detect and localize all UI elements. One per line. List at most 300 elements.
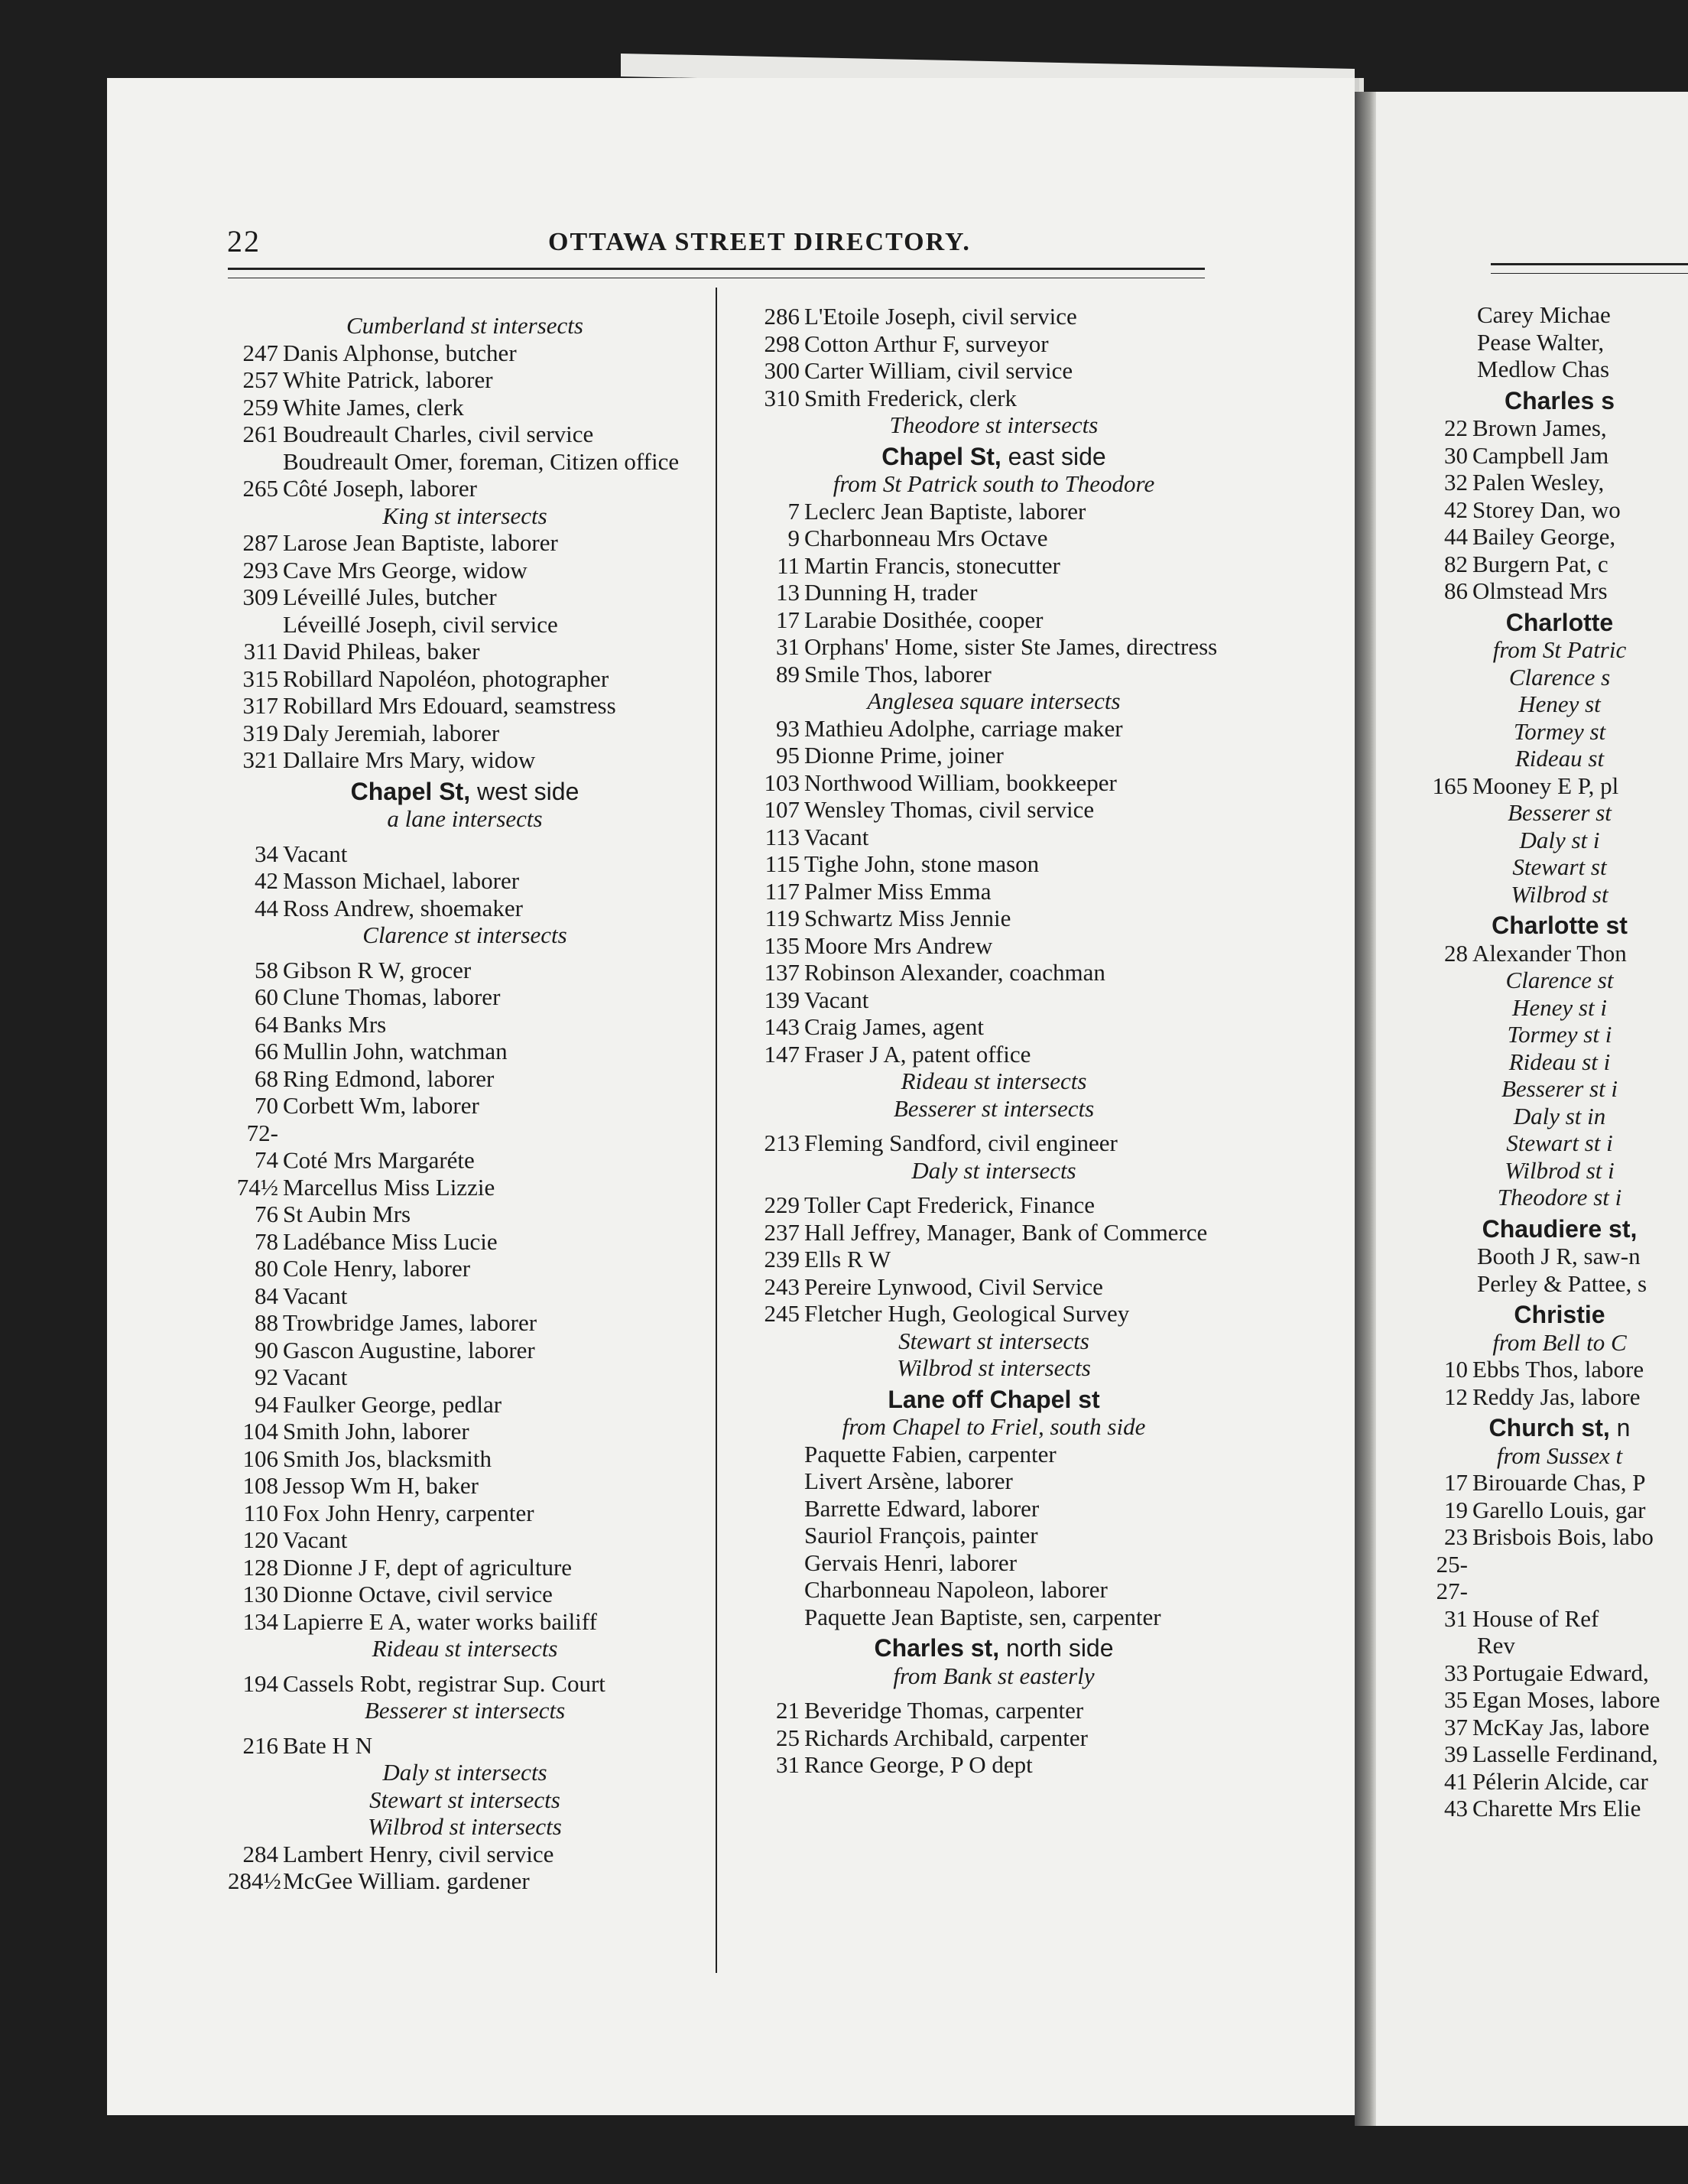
intersection-note: King st intersects bbox=[382, 502, 547, 529]
house-number: 216 bbox=[242, 1731, 278, 1759]
resident-text: Pélerin Alcide, car bbox=[1472, 1767, 1648, 1795]
house-number: 165 bbox=[1432, 772, 1468, 799]
page-title: OTTAWA STREET DIRECTORY. bbox=[548, 228, 971, 256]
header-rule-right bbox=[1491, 263, 1688, 274]
resident-text: Wensley Thomas, civil service bbox=[804, 796, 1095, 823]
resident-text: Gascon Augustine, laborer bbox=[283, 1336, 535, 1363]
resident-text: Léveillé Jules, butcher bbox=[283, 583, 497, 610]
directory-entry bbox=[749, 661, 1238, 688]
house-number: 93 bbox=[776, 714, 800, 742]
column-middle bbox=[749, 303, 1238, 1779]
house-number: 39 bbox=[1444, 1740, 1468, 1767]
spacer bbox=[749, 1184, 1238, 1191]
directory-entry bbox=[749, 357, 1238, 385]
directory-entry bbox=[228, 1337, 702, 1364]
directory-entry bbox=[749, 606, 1238, 634]
directory-entry bbox=[228, 1391, 702, 1419]
house-number: 34 bbox=[255, 840, 278, 867]
directory-entry bbox=[228, 475, 702, 502]
resident-text: Reddy Jas, labore bbox=[1472, 1383, 1641, 1410]
resident-text: Mullin John, watchman bbox=[283, 1038, 508, 1064]
directory-entry bbox=[228, 421, 702, 448]
directory-entry-unnumbered: Pease Walter, bbox=[1477, 328, 1605, 356]
resident-text: Dionne Prime, joiner bbox=[804, 742, 1004, 769]
resident-text: Cole Henry, laborer bbox=[283, 1255, 471, 1282]
house-number: 31 bbox=[776, 1751, 800, 1778]
directory-entry bbox=[749, 1751, 1238, 1779]
house-number: 287 bbox=[242, 529, 278, 556]
directory-entry bbox=[1422, 496, 1688, 524]
intersection-note: Besserer st i bbox=[1501, 1075, 1618, 1102]
resident-text: David Phileas, baker bbox=[283, 638, 480, 665]
house-number: 104 bbox=[242, 1418, 278, 1445]
house-number: 12 bbox=[1444, 1383, 1468, 1410]
directory-entry bbox=[749, 525, 1238, 552]
column-left bbox=[228, 312, 702, 1895]
intersection-note: Tormey st i bbox=[1507, 1021, 1612, 1048]
resident-text: Lasselle Ferdinand, bbox=[1472, 1740, 1658, 1767]
house-number: 310 bbox=[764, 384, 800, 411]
house-number: 321 bbox=[242, 746, 278, 773]
directory-entry-unnumbered: Livert Arsène, laborer bbox=[804, 1467, 1013, 1494]
intersection-note: Tormey st bbox=[1513, 717, 1606, 745]
intersection-note: Stewart st intersects bbox=[898, 1327, 1089, 1354]
spacer bbox=[749, 1689, 1238, 1697]
directory-entry-unnumbered: Charbonneau Napoleon, laborer bbox=[804, 1576, 1108, 1603]
street-range-note: from Chapel to Friel, south side bbox=[842, 1413, 1146, 1440]
house-number: 147 bbox=[764, 1040, 800, 1068]
resident-text: Danis Alphonse, butcher bbox=[283, 339, 517, 366]
resident-text: Banks Mrs bbox=[283, 1010, 387, 1038]
street-heading bbox=[1422, 388, 1688, 415]
house-number: 95 bbox=[776, 742, 800, 769]
directory-entry bbox=[228, 1418, 702, 1445]
resident-text: Faulker George, pedlar bbox=[283, 1390, 502, 1418]
house-number: 213 bbox=[764, 1129, 800, 1156]
spacer bbox=[228, 833, 702, 840]
directory-entry bbox=[749, 1300, 1238, 1328]
house-number: 58 bbox=[255, 956, 278, 983]
house-number: 41 bbox=[1444, 1767, 1468, 1795]
directory-entry bbox=[1422, 940, 1688, 967]
directory-entry bbox=[228, 1732, 702, 1760]
house-number: 9 bbox=[787, 525, 800, 551]
resident-text: Corbett Wm, laborer bbox=[283, 1092, 479, 1119]
resident-text: Vacant bbox=[283, 1282, 348, 1309]
house-number: 293 bbox=[242, 556, 278, 583]
resident-text: Brisbois Bois, labo bbox=[1472, 1523, 1654, 1550]
resident-text: Portugaie Edward, bbox=[1472, 1659, 1649, 1686]
resident-text: Storey Dan, wo bbox=[1472, 496, 1621, 523]
directory-entry bbox=[1422, 1356, 1688, 1383]
house-number: 88 bbox=[255, 1309, 278, 1336]
intersection-note: Stewart st bbox=[1512, 853, 1607, 880]
house-number: 74½ bbox=[236, 1173, 278, 1201]
directory-entry bbox=[228, 1201, 702, 1228]
house-number: 72-74 bbox=[246, 1119, 278, 1173]
resident-text: Robinson Alexander, coachman bbox=[804, 959, 1105, 986]
directory-entry-unnumbered: Paquette Jean Baptiste, sen, carpenter bbox=[804, 1603, 1161, 1630]
house-number: 78 bbox=[255, 1227, 278, 1255]
house-number: 21 bbox=[776, 1697, 800, 1724]
resident-text: Fox John Henry, carpenter bbox=[283, 1499, 534, 1526]
resident-text: Boudreault Charles, civil service bbox=[283, 421, 594, 447]
house-number: 119 bbox=[764, 905, 800, 931]
resident-text: Schwartz Miss Jennie bbox=[804, 905, 1011, 931]
directory-entry bbox=[1422, 1686, 1688, 1714]
street-side: east side bbox=[1001, 442, 1106, 470]
street-side: n bbox=[1609, 1414, 1631, 1441]
house-number: 86 bbox=[1444, 577, 1468, 604]
house-number: 22 bbox=[1444, 414, 1468, 441]
intersection-note: Daly st i bbox=[1519, 826, 1600, 853]
house-number: 94 bbox=[255, 1390, 278, 1418]
intersection-note: Clarence st bbox=[1505, 967, 1614, 993]
directory-entry bbox=[228, 1608, 702, 1636]
resident-text: Bailey George, bbox=[1472, 523, 1616, 550]
resident-text: Burgern Pat, c bbox=[1472, 550, 1608, 577]
resident-text: Clune Thomas, laborer bbox=[283, 983, 501, 1010]
resident-text: Robillard Napoléon, photographer bbox=[283, 665, 609, 692]
directory-entry bbox=[228, 1841, 702, 1868]
directory-entry-unnumbered: Sauriol François, painter bbox=[804, 1522, 1038, 1549]
directory-entry bbox=[749, 986, 1238, 1014]
house-number: 28 bbox=[1444, 939, 1468, 967]
directory-entry bbox=[228, 1445, 702, 1473]
street-range-note: from Bell to C bbox=[1492, 1328, 1627, 1356]
directory-entry bbox=[749, 769, 1238, 797]
house-number: 245 bbox=[764, 1300, 800, 1327]
house-number: 11 bbox=[777, 551, 800, 579]
house-number: 319 bbox=[242, 719, 278, 746]
intersection-note: Rideau st bbox=[1514, 745, 1605, 772]
directory-entry bbox=[749, 796, 1238, 824]
directory-entry bbox=[228, 665, 702, 693]
resident-text: Smith Frederick, clerk bbox=[804, 384, 1018, 411]
resident-text: Beveridge Thomas, carpenter bbox=[804, 1697, 1084, 1724]
street-name: Charles st, bbox=[874, 1634, 1000, 1662]
directory-entry bbox=[228, 1174, 702, 1201]
house-number: 247 bbox=[242, 339, 278, 366]
house-number: 13 bbox=[776, 579, 800, 606]
directory-entry bbox=[749, 1246, 1238, 1273]
resident-text: Richards Archibald, carpenter bbox=[804, 1724, 1088, 1751]
resident-text: Palmer Miss Emma bbox=[804, 877, 992, 905]
directory-entry-unnumbered: Booth J R, saw-n bbox=[1477, 1243, 1641, 1269]
directory-entry bbox=[1422, 551, 1688, 578]
directory-entry bbox=[1422, 1768, 1688, 1796]
directory-entry bbox=[228, 1255, 702, 1282]
directory-entry bbox=[749, 385, 1238, 412]
resident-text: House of Ref bbox=[1472, 1604, 1599, 1632]
directory-entry bbox=[1422, 1551, 1688, 1633]
house-number: 37 bbox=[1444, 1713, 1468, 1740]
house-number: 110 bbox=[243, 1499, 278, 1526]
directory-entry bbox=[228, 1120, 702, 1174]
house-number: 137 bbox=[764, 959, 800, 986]
house-number: 300 bbox=[764, 357, 800, 384]
directory-entry bbox=[228, 638, 702, 665]
directory-entry bbox=[1422, 772, 1688, 800]
house-number: 70 bbox=[255, 1092, 278, 1119]
resident-text: Vacant bbox=[804, 986, 869, 1013]
resident-text: Marcellus Miss Lizzie bbox=[283, 1173, 495, 1201]
directory-entry bbox=[228, 583, 702, 611]
directory-entry bbox=[228, 957, 702, 984]
resident-text: Orphans' Home, sister Ste James, directress bbox=[804, 633, 1218, 660]
directory-entry bbox=[228, 1472, 702, 1500]
house-number: 265 bbox=[242, 475, 278, 502]
directory-entry bbox=[1422, 1740, 1688, 1768]
house-number: 44 bbox=[1444, 523, 1468, 550]
house-number: 66 bbox=[255, 1038, 278, 1064]
resident-text: Lapierre E A, water works bailiff bbox=[283, 1607, 597, 1635]
directory-entry-unnumbered: Barrette Edward, laborer bbox=[804, 1494, 1040, 1522]
resident-text: Trowbridge James, laborer bbox=[283, 1309, 537, 1336]
directory-entry bbox=[749, 498, 1238, 525]
street-name: Chapel St, bbox=[350, 777, 471, 805]
intersection-note: Daly st intersects bbox=[382, 1759, 547, 1786]
directory-entry bbox=[228, 1065, 702, 1093]
house-number: 68 bbox=[255, 1064, 278, 1092]
intersection-note: Rideau st i bbox=[1508, 1048, 1611, 1075]
resident-text: Bate H N bbox=[283, 1731, 373, 1759]
house-number: 135 bbox=[764, 931, 800, 959]
house-number: 7 bbox=[787, 497, 800, 525]
house-number: 17 bbox=[776, 606, 800, 633]
resident-text: Ebbs Thos, labore bbox=[1472, 1356, 1644, 1383]
directory-entry bbox=[1422, 1469, 1688, 1497]
intersection-note: Cumberland st intersects bbox=[346, 312, 583, 339]
house-number: 194 bbox=[242, 1669, 278, 1697]
intersection-note: Besserer st intersects bbox=[893, 1094, 1095, 1122]
resident-text: Fraser J A, patent office bbox=[804, 1040, 1031, 1068]
column-divider bbox=[716, 288, 717, 1973]
resident-text: Gibson R W, grocer bbox=[283, 956, 472, 983]
street-range-note: a lane intersects bbox=[387, 805, 543, 832]
intersection-note: Wilbrod st bbox=[1511, 880, 1608, 908]
directory-entry bbox=[228, 1038, 702, 1065]
house-number: 317 bbox=[242, 692, 278, 719]
directory-entry bbox=[228, 1554, 702, 1581]
house-number: 284½ bbox=[228, 1867, 281, 1894]
directory-entry bbox=[1422, 1497, 1688, 1524]
directory-entry bbox=[749, 824, 1238, 851]
page-number: 22 bbox=[227, 224, 261, 258]
intersection-note: Heney st i bbox=[1512, 993, 1607, 1021]
resident-text: Campbell Jam bbox=[1472, 441, 1609, 469]
intersection-note: Wilbrod st intersects bbox=[897, 1354, 1091, 1381]
directory-entry bbox=[228, 340, 702, 367]
resident-text: Vacant bbox=[283, 1363, 348, 1390]
street-name: Charlotte st bbox=[1492, 912, 1628, 939]
directory-entry-unnumbered: Medlow Chas bbox=[1477, 356, 1610, 382]
resident-text: Toller Capt Frederick, Finance bbox=[804, 1191, 1096, 1218]
resident-text: Carter William, civil service bbox=[804, 357, 1073, 384]
directory-entry bbox=[749, 715, 1238, 743]
house-number: 106 bbox=[242, 1445, 278, 1472]
house-number: 311 bbox=[243, 638, 278, 665]
resident-text: Cassels Robt, registrar Sup. Court bbox=[283, 1669, 605, 1697]
resident-text: Côté Joseph, laborer bbox=[283, 475, 477, 502]
directory-entry bbox=[749, 959, 1238, 986]
house-number: 284 bbox=[242, 1840, 278, 1867]
directory-entry bbox=[228, 1581, 702, 1608]
resident-text: Rance George, P O dept bbox=[804, 1751, 1033, 1778]
directory-entry bbox=[749, 905, 1238, 932]
house-number: 286 bbox=[764, 303, 800, 330]
street-name: Chapel St, bbox=[881, 442, 1001, 470]
resident-text: Larose Jean Baptiste, laborer bbox=[283, 529, 558, 556]
directory-entry bbox=[749, 1041, 1238, 1068]
resident-text: Mooney E P, pl bbox=[1472, 772, 1619, 799]
intersection-note: Clarence s bbox=[1508, 663, 1611, 691]
resident-text: Dallaire Mrs Mary, widow bbox=[283, 746, 536, 773]
house-number: 309 bbox=[242, 583, 278, 610]
resident-text: Leclerc Jean Baptiste, laborer bbox=[804, 497, 1086, 525]
resident-text: Coté Mrs Margaréte bbox=[283, 1146, 475, 1173]
directory-entry bbox=[749, 633, 1238, 661]
resident-text: St Aubin Mrs bbox=[283, 1201, 411, 1227]
intersection-note: Heney st bbox=[1518, 691, 1601, 717]
directory-entry bbox=[228, 557, 702, 584]
directory-entry bbox=[1422, 577, 1688, 605]
directory-entry bbox=[228, 1670, 702, 1698]
directory-entry bbox=[228, 394, 702, 421]
directory-entry-unnumbered: Paquette Fabien, carpenter bbox=[804, 1440, 1057, 1467]
directory-entry-unnumbered: Boudreault Omer, foreman, Citizen office bbox=[283, 447, 680, 475]
house-number: 107 bbox=[764, 796, 800, 823]
resident-text: Olmstead Mrs bbox=[1472, 577, 1608, 604]
street-range-note: from Bank st easterly bbox=[893, 1662, 1095, 1689]
directory-entry bbox=[749, 579, 1238, 606]
resident-text: Dionne Octave, civil service bbox=[283, 1581, 553, 1607]
intersection-note: Theodore st intersects bbox=[889, 411, 1099, 438]
house-number: 139 bbox=[764, 986, 800, 1013]
directory-entry-unnumbered: Perley & Pattee, s bbox=[1477, 1269, 1647, 1297]
house-number: 84 bbox=[255, 1282, 278, 1309]
house-number: 261 bbox=[242, 421, 278, 447]
resident-text: Brown James, bbox=[1472, 414, 1607, 441]
house-number: 76 bbox=[255, 1201, 278, 1227]
directory-entry-unnumbered: Carey Michae bbox=[1477, 301, 1611, 328]
house-number: 42 bbox=[1444, 496, 1468, 523]
directory-entry bbox=[228, 1500, 702, 1527]
resident-text: Jessop Wm H, baker bbox=[283, 1472, 479, 1499]
directory-entry bbox=[749, 552, 1238, 580]
directory-entry bbox=[228, 1092, 702, 1120]
resident-text: Masson Michael, laborer bbox=[283, 867, 520, 894]
directory-entry bbox=[749, 1013, 1238, 1041]
spacer bbox=[228, 1724, 702, 1732]
house-number: 60 bbox=[255, 983, 278, 1010]
street-range-note: from St Patrick south to Theodore bbox=[833, 470, 1155, 497]
street-name: Church st, bbox=[1488, 1414, 1610, 1441]
resident-text: Ells R W bbox=[804, 1246, 891, 1272]
resident-text: Charbonneau Mrs Octave bbox=[804, 525, 1048, 551]
street-heading bbox=[1422, 609, 1688, 637]
resident-text: Cave Mrs George, widow bbox=[283, 556, 528, 583]
house-number: 239 bbox=[764, 1246, 800, 1272]
directory-entry bbox=[228, 1363, 702, 1391]
resident-text: Smith John, laborer bbox=[283, 1418, 469, 1445]
street-heading bbox=[749, 444, 1238, 471]
resident-text: Birouarde Chas, P bbox=[1472, 1469, 1646, 1496]
house-number: 31 bbox=[776, 633, 800, 660]
directory-entry bbox=[749, 303, 1238, 330]
directory-entry bbox=[228, 1309, 702, 1337]
directory-entry bbox=[749, 1191, 1238, 1219]
directory-entry bbox=[1422, 1714, 1688, 1741]
resident-text: White Patrick, laborer bbox=[283, 366, 493, 393]
resident-text: Egan Moses, labore bbox=[1472, 1686, 1660, 1713]
house-number: 237 bbox=[764, 1218, 800, 1246]
resident-text: Tighe John, stone mason bbox=[804, 850, 1040, 877]
intersection-note: Daly st in bbox=[1513, 1102, 1606, 1129]
directory-entry bbox=[228, 1867, 702, 1895]
street-heading bbox=[749, 1386, 1238, 1414]
resident-text: Fletcher Hugh, Geological Survey bbox=[804, 1300, 1130, 1327]
house-number: 134 bbox=[242, 1607, 278, 1635]
house-number: 257 bbox=[242, 366, 278, 393]
house-number: 128 bbox=[242, 1553, 278, 1581]
directory-entry bbox=[749, 1129, 1238, 1157]
house-number: 90 bbox=[255, 1336, 278, 1363]
directory-entry bbox=[1422, 414, 1688, 442]
resident-text: Moore Mrs Andrew bbox=[804, 931, 993, 959]
intersection-note: Rideau st intersects bbox=[901, 1068, 1087, 1094]
intersection-note: Stewart st i bbox=[1506, 1129, 1613, 1156]
directory-entry bbox=[1422, 469, 1688, 496]
resident-text: Vacant bbox=[283, 1526, 348, 1553]
resident-text: Palen Wesley, bbox=[1472, 469, 1605, 496]
house-number: 10 bbox=[1444, 1356, 1468, 1383]
street-name: Chaudiere st, bbox=[1482, 1214, 1638, 1243]
resident-text: Pereire Lynwood, Civil Service bbox=[804, 1272, 1103, 1300]
house-number: 108 bbox=[242, 1472, 278, 1499]
resident-text: McKay Jas, labore bbox=[1472, 1713, 1650, 1740]
directory-entry bbox=[228, 366, 702, 394]
house-number: 64 bbox=[255, 1010, 278, 1038]
resident-text: Larabie Dosithée, cooper bbox=[804, 606, 1044, 633]
spacer bbox=[749, 1122, 1238, 1129]
resident-text: Lambert Henry, civil service bbox=[283, 1840, 554, 1867]
house-number: 120 bbox=[242, 1526, 278, 1553]
street-heading bbox=[1422, 1216, 1688, 1243]
resident-text: Cotton Arthur F, surveyor bbox=[804, 330, 1049, 357]
directory-entry bbox=[228, 746, 702, 774]
directory-entry bbox=[1422, 1383, 1688, 1411]
house-number: 25-27-31 bbox=[1436, 1550, 1468, 1632]
intersection-note: Daly st intersects bbox=[911, 1156, 1076, 1184]
house-number: 92 bbox=[255, 1363, 278, 1390]
directory-entry bbox=[228, 983, 702, 1011]
street-name: Christie bbox=[1514, 1301, 1605, 1328]
column-right-partial bbox=[1422, 301, 1688, 1822]
directory-entry bbox=[1422, 523, 1688, 551]
directory-entry bbox=[228, 692, 702, 720]
house-number: 243 bbox=[764, 1272, 800, 1300]
street-heading bbox=[1422, 1302, 1688, 1329]
resident-text: Smith Jos, blacksmith bbox=[283, 1445, 492, 1472]
intersection-note: Wilbrod st intersects bbox=[368, 1813, 562, 1840]
resident-text: Ladébance Miss Lucie bbox=[283, 1227, 498, 1255]
intersection-note: Wilbrod st i bbox=[1505, 1156, 1615, 1184]
directory-entry bbox=[228, 1526, 702, 1554]
resident-text: Ring Edmond, laborer bbox=[283, 1064, 495, 1092]
directory-entry bbox=[228, 895, 702, 922]
street-heading bbox=[1422, 912, 1688, 940]
